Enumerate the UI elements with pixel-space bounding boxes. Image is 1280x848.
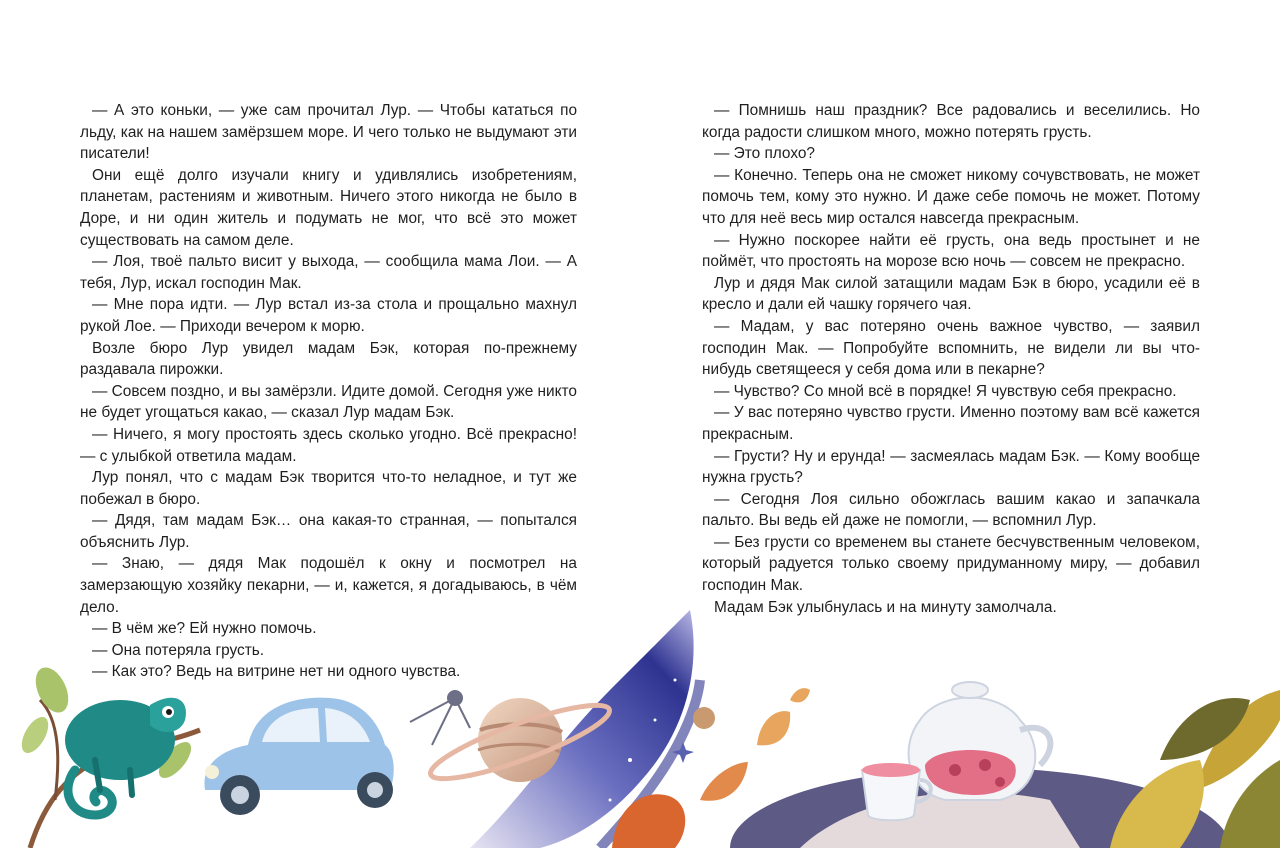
paragraph: Мадам Бэк улыбнулась и на минуту замолчала. bbox=[714, 598, 1057, 616]
paragraph: — Сегодня Лоя сильно обожглась вашим какао и запачкала пальто. Вы ведь ей даже не помогли, — вспомнил Лур. bbox=[702, 490, 1200, 530]
paragraph: — Это плохо? bbox=[714, 145, 815, 163]
paragraph: — Мадам, у вас потеряно очень важное чувство, — заявил господин Мак. — Попробуйте вспомнить, не видели ли вы что-нибудь светящееся у себя дома или в пекарне? bbox=[702, 317, 1200, 379]
paragraph: — Конечно. Теперь она не сможет никому сочувствовать, не может помочь тем, кому это нужно. И даже себе помочь не может. Потому что для неё весь мир остался навсегда прекрасным. bbox=[702, 166, 1200, 227]
paragraph: — Без грусти со временем вы станете бесчувственным человеком, который радуется только своему придуманному миру, — добавил господин Мак. bbox=[702, 533, 1200, 595]
paragraph: — Мне пора идти. — Лур встал из-за стола и прощально махнул рукой Лое. — Приходи вечером к морю. bbox=[80, 296, 577, 335]
paragraph: — А это коньки, — уже сам прочитал Лур. — Чтобы кататься по льду, как на нашем замёрзшем море. И чего только не выдумают эти писатели! bbox=[80, 102, 577, 163]
left-text-column bbox=[80, 100, 577, 683]
right-page bbox=[640, 0, 1280, 848]
paragraph: — Помнишь наш праздник? Все радовались и веселились. Но когда радости слишком много, можно потерять грусть. bbox=[702, 102, 1200, 141]
paragraph: — Знаю, — дядя Мак подошёл к окну и посмотрел на замерзающую хозяйку пекарни, — и, кажется, я догадываюсь, в чём дело. bbox=[80, 555, 577, 616]
paragraph: — Лоя, твоё пальто висит у выхода, — сообщила мама Лои. — А тебя, Лур, искал господин Мак. bbox=[80, 253, 577, 292]
paragraph: — Ничего, я могу простоять здесь сколько угодно. Всё прекрасно! — с улыбкой ответила мадам. bbox=[80, 425, 577, 465]
paragraph: — Как это? Ведь на витрине нет ни одного чувства. bbox=[92, 663, 461, 681]
paragraph: — Грусти? Ну и ерунда! — засмеялась мадам Бэк. — Кому вообще нужна грусть? bbox=[702, 447, 1200, 487]
paragraph: — Она потеряла грусть. bbox=[92, 641, 265, 659]
paragraph: — Нужно поскорее найти её грусть, она ведь простынет и не поймёт, что простоять на морозе всю ночь — совсем не прекрасно. bbox=[702, 231, 1200, 271]
paragraph: — Чувство? Со мной всё в порядке! Я чувствую себя прекрасно. bbox=[714, 382, 1177, 400]
paragraph: — Дядя, там мадам Бэк… она какая-то странная, — попытался объяснить Лур. bbox=[80, 512, 577, 551]
paragraph: — В чём же? Ей нужно помочь. bbox=[92, 620, 317, 638]
paragraph: — У вас потеряно чувство грусти. Именно поэтому вам всё кажется прекрасным. bbox=[702, 404, 1200, 443]
right-text-column bbox=[702, 100, 1200, 618]
paragraph: Лур понял, что с мадам Бэк творится что-то неладное, и тут же побежал в бюро. bbox=[80, 469, 577, 508]
paragraph: Возле бюро Лур увидел мадам Бэк, которая по-прежнему раздавала пирожки. bbox=[80, 339, 577, 379]
paragraph: Они ещё долго изучали книгу и удивлялись изобретениям, планетам, растениям и животным. Ничего этого никогда не было в Доре, и ни один житель и подумать не мог, что всё это может существовать на самом деле. bbox=[80, 166, 577, 249]
paragraph: Лур и дядя Мак силой затащили мадам Бэк в бюро, усадили её в кресло и дали ей чашку горячего чая. bbox=[702, 274, 1200, 314]
paragraph: — Совсем поздно, и вы замёрзли. Идите домой. Сегодня уже никто не будет угощаться какао, — сказал Лур мадам Бэк. bbox=[80, 382, 577, 422]
